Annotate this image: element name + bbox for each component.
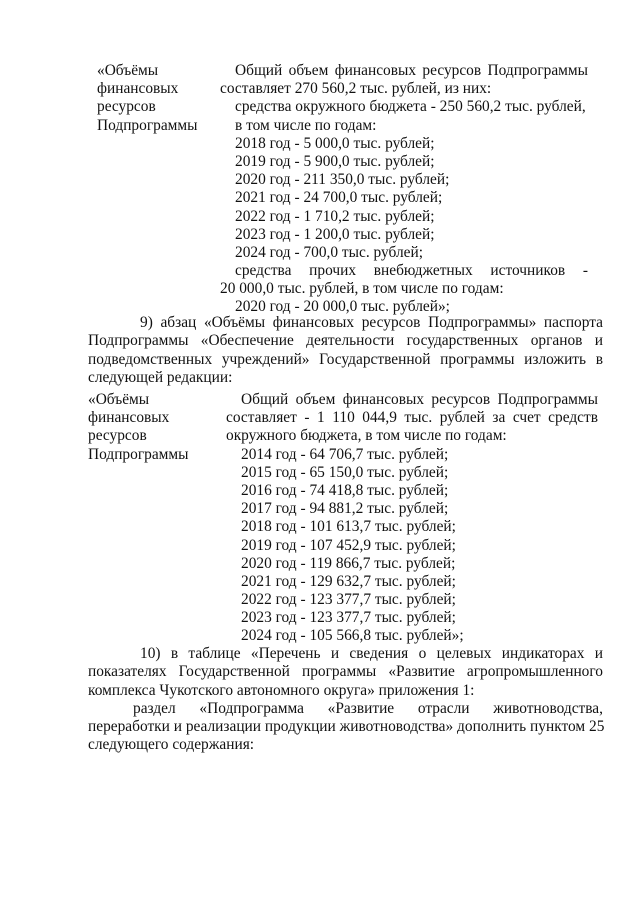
text-line: 2014 год - 64 706,7 тыс. рублей; [241, 445, 449, 463]
text-line: составляет - 1 110 044,9 тыс. рублей за счет средств [226, 409, 598, 427]
text-line: 2016 год - 74 418,8 тыс. рублей; [241, 481, 449, 499]
text-line: 2022 год - 123 377,7 тыс. рублей; [241, 591, 456, 609]
resources-text-1 [220, 62, 588, 317]
text-line: окружного бюджета, в том числе по годам: [226, 427, 507, 445]
text-line: 2020 год - 211 350,0 тыс. рублей; [235, 171, 450, 189]
text-line: переработки и реализации продукции животноводства» дополнить пунктом 25 [88, 718, 605, 736]
text-line: средства прочих внебюджетных источников - [235, 262, 588, 280]
text-line: 2019 год - 5 900,0 тыс. рублей; [235, 152, 435, 170]
text-line: 2021 год - 24 700,0 тыс. рублей; [235, 189, 443, 207]
text-line: 2024 год - 700,0 тыс. рублей; [235, 243, 423, 261]
text-line: 2024 год - 105 566,8 тыс. рублей»; [241, 627, 464, 645]
text-line: 2023 год - 123 377,7 тыс. рублей; [241, 609, 456, 627]
text-line: 10) в таблице «Перечень и сведения о целевых индикаторах и [140, 645, 603, 662]
text-line: 2020 год - 20 000,0 тыс. рублей»; [235, 298, 450, 316]
resources-label-1 [97, 62, 217, 135]
text-line: следующего содержания: [88, 736, 255, 754]
text-line: 2022 год - 1 710,2 тыс. рублей; [235, 207, 435, 225]
text-line: средства окружного бюджета - 250 560,2 тыс. рублей, [235, 98, 586, 116]
text-line: составляет 270 560,2 тыс. рублей, из них: [220, 80, 492, 98]
text-line: 2018 год - 101 613,7 тыс. рублей; [241, 518, 456, 536]
resources-label-2 [88, 391, 218, 464]
text-line: 9) абзац «Объёмы финансовых ресурсов Подпрограммы» паспорта [140, 314, 603, 331]
text-line: 20 000,0 тыс. рублей, в том числе по годам: [220, 280, 504, 298]
text-line: раздел «Подпрограмма «Развитие отрасли животноводства, [133, 699, 603, 717]
text-line: Общий объем финансовых ресурсов Подпрограммы [241, 391, 598, 408]
text-line: 2020 год - 119 866,7 тыс. рублей; [241, 554, 456, 572]
label-line: Подпрограммы [88, 445, 189, 463]
label-line: «Объёмы [88, 391, 150, 408]
paragraph-10 [88, 645, 603, 755]
label-line: ресурсов [88, 427, 147, 445]
label-line: «Объёмы [97, 62, 159, 79]
text-line: в том числе по годам: [235, 116, 377, 134]
text-line: Общий объем финансовых ресурсов Подпрограммы [235, 62, 588, 79]
label-line: финансовых [88, 409, 170, 427]
text-line: 2018 год - 5 000,0 тыс. рублей; [235, 134, 435, 152]
text-line: 2023 год - 1 200,0 тыс. рублей; [235, 225, 435, 243]
resources-text-2 [226, 391, 598, 646]
text-line: показателях Государственной программы «Развитие агропромышленного [88, 663, 603, 681]
label-line: Подпрограммы [97, 116, 198, 134]
text-line: подведомственных учреждений» Государственной программы изложить в [88, 350, 603, 368]
label-line: финансовых [97, 80, 179, 98]
text-line: следующей редакции: [88, 368, 233, 386]
label-line: ресурсов [97, 98, 156, 116]
text-line: комплекса Чукотского автономного округа» приложения 1: [88, 681, 475, 699]
text-line: 2015 год - 65 150,0 тыс. рублей; [241, 463, 449, 481]
text-line: 2019 год - 107 452,9 тыс. рублей; [241, 536, 456, 554]
text-line: 2017 год - 94 881,2 тыс. рублей; [241, 500, 449, 518]
text-line: 2021 год - 129 632,7 тыс. рублей; [241, 572, 456, 590]
text-line: Подпрограммы «Обеспечение деятельности государственных органов и [88, 332, 603, 350]
paragraph-9 [88, 314, 603, 387]
